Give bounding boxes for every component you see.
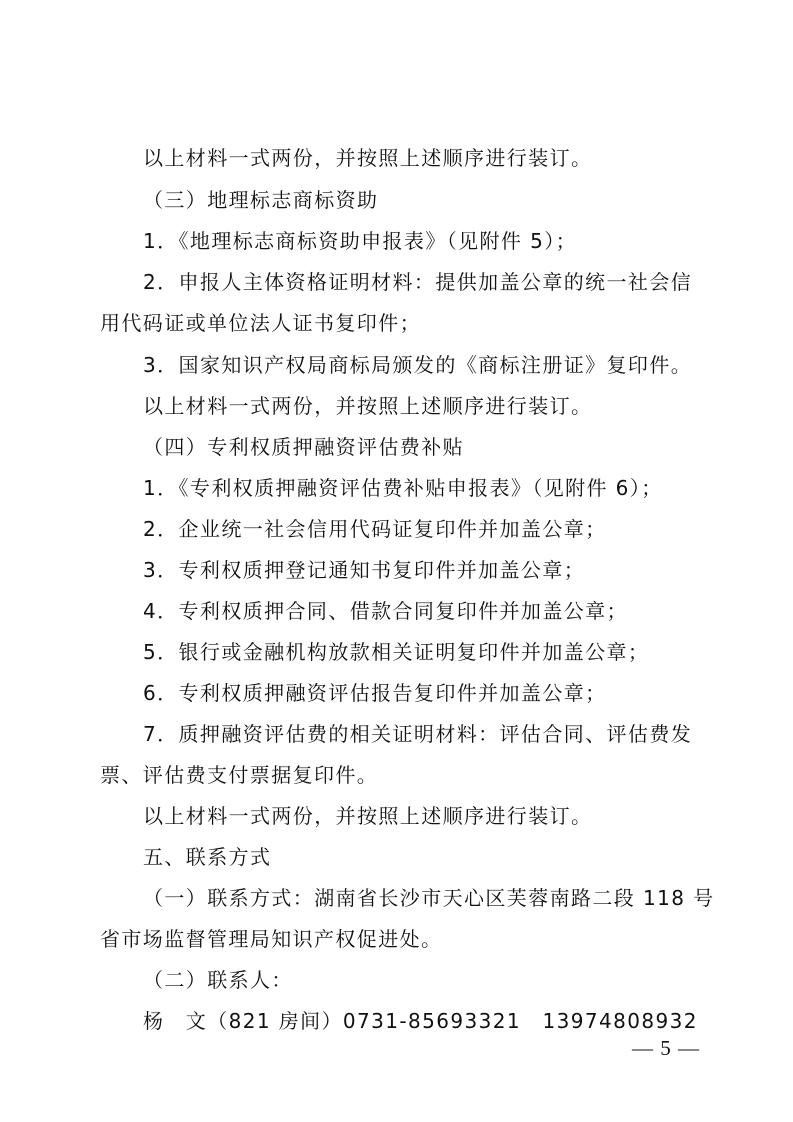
list-item: 3．国家知识产权局商标局颁发的《商标注册证》复印件。 bbox=[143, 353, 693, 377]
section-heading-4: （四）专利权质押融资评估费补贴 bbox=[143, 435, 464, 459]
paragraph-closing-note: 以上材料一式两份，并按照上述顺序进行装订。 bbox=[143, 804, 593, 828]
page-number: — 5 — bbox=[632, 1036, 700, 1060]
list-item-continuation: 用代码证或单位法人证书复印件； bbox=[100, 311, 421, 335]
section-heading-3: （三）地理标志商标资助 bbox=[143, 188, 379, 212]
contact-address-continuation: 省市场监督管理局知识产权促进处。 bbox=[100, 927, 443, 951]
contact-address: （一）联系方式：湖南省长沙市天心区芙蓉南路二段 118 号 bbox=[143, 886, 715, 910]
list-item: 3．专利权质押登记通知书复印件并加盖公章； bbox=[143, 558, 586, 582]
list-item-continuation: 票、评估费支付票据复印件。 bbox=[100, 763, 379, 787]
list-item: 2．企业统一社会信用代码证复印件并加盖公章； bbox=[143, 517, 607, 541]
contact-person-label: （二）联系人： bbox=[143, 968, 293, 992]
list-item: 1．《专利权质押融资评估费补贴申报表》（见附件 6）； bbox=[143, 476, 663, 500]
contact-person-details: 杨 文（821 房间）0731-85693321 13974808932 bbox=[143, 1009, 698, 1033]
list-item: 2．申报人主体资格证明材料：提供加盖公章的统一社会信 bbox=[143, 270, 693, 294]
list-item: 4．专利权质押合同、借款合同复印件并加盖公章； bbox=[143, 599, 628, 623]
list-item: 7．质押融资评估费的相关证明材料：评估合同、评估费发 bbox=[143, 722, 693, 746]
paragraph-closing-note: 以上材料一式两份，并按照上述顺序进行装订。 bbox=[143, 394, 593, 418]
section-heading-5: 五、联系方式 bbox=[143, 845, 272, 869]
paragraph-closing-note: 以上材料一式两份，并按照上述顺序进行装订。 bbox=[143, 146, 593, 170]
list-item: 1．《地理标志商标资助申报表》（见附件 5）； bbox=[143, 229, 578, 253]
list-item: 6．专利权质押融资评估报告复印件并加盖公章； bbox=[143, 681, 607, 705]
list-item: 5．银行或金融机构放款相关证明复印件并加盖公章； bbox=[143, 640, 650, 664]
